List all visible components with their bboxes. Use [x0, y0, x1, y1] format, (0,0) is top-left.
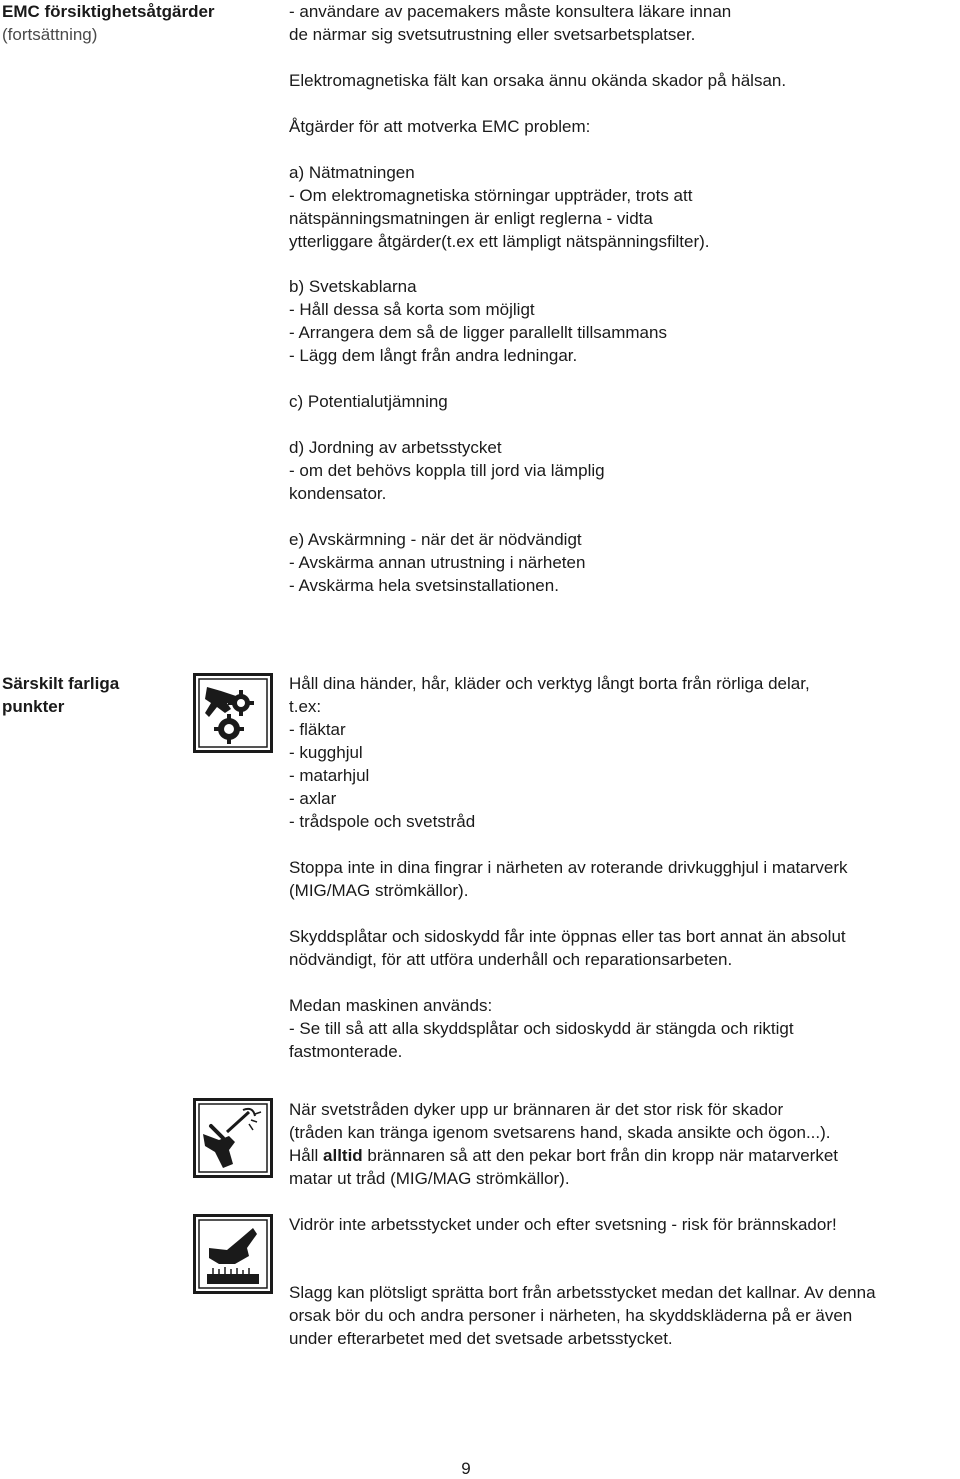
danger-line: Vidrör inte arbetsstycket under och efter svetsning - risk för brännskador!: [289, 1215, 837, 1234]
emc-line: Elektromagnetiska fält kan orsaka ännu okända skador på hälsan.: [289, 71, 787, 90]
danger-line: Medan maskinen används:: [289, 996, 493, 1015]
emc-line: a) Nätmatningen: [289, 163, 415, 182]
danger-line: - Se till så att alla skyddsplåtar och sidoskydd är stängda och riktigt: [289, 1019, 794, 1038]
danger-heading-line1: Särskilt farliga: [2, 674, 120, 693]
emc-line: c) Potentialutjämning: [289, 392, 448, 411]
emc-line: - Avskärma annan utrustning i närheten: [289, 553, 586, 572]
emc-line: - Om elektromagnetiska störningar uppträder, trots att: [289, 186, 693, 205]
danger-line: orsak bör du och andra personer i närheten, ha skyddskläderna på er även: [289, 1306, 853, 1325]
alltid-after: brännaren så att den pekar bort från din kropp när matarverket: [362, 1146, 839, 1165]
danger-line: Skyddsplåtar och sidoskydd får inte öppnas eller tas bort annat än absolut: [289, 927, 846, 946]
emc-line: - Lägg dem långt från andra ledningar.: [289, 346, 578, 365]
danger-line: - matarhjul: [289, 766, 370, 785]
danger-line: Stoppa inte in dina fingrar i närheten av roterande drivkugghjul i matarverk: [289, 858, 848, 877]
danger-line: under efterarbetet med det svetsade arbetsstycket.: [289, 1329, 673, 1348]
emc-heading-title: EMC försiktighetsåtgärder: [2, 2, 215, 21]
hot-workpiece-hand-warning-icon: [193, 1214, 273, 1294]
emc-line: - Avskärma hela svetsinstallationen.: [289, 576, 559, 595]
section-heading-danger: [2, 672, 119, 718]
danger-line-alltid: [289, 1144, 838, 1167]
emc-line: ytterliggare åtgärder(t.ex ett lämpligt nätspänningsfilter).: [289, 232, 710, 251]
emc-line: d) Jordning av arbetsstycket: [289, 438, 502, 457]
emc-line: - Arrangera dem så de ligger parallellt tillsammans: [289, 323, 667, 342]
alltid-before: Håll: [289, 1146, 324, 1165]
danger-line: Håll dina händer, hår, kläder och verktyg långt borta från rörliga delar,: [289, 674, 810, 693]
emc-line: Åtgärder för att motverka EMC problem:: [289, 117, 591, 136]
danger-line: - fläktar: [289, 720, 346, 739]
danger-line: fastmonterade.: [289, 1042, 403, 1061]
danger-line: - trådspole och svetstråd: [289, 812, 476, 831]
emc-line: e) Avskärmning - när det är nödvändigt: [289, 530, 582, 549]
emc-line: de närmar sig svetsutrustning eller svetsarbetsplatser.: [289, 25, 696, 44]
alltid-bold: alltid: [323, 1146, 363, 1165]
danger-line: - kugghjul: [289, 743, 363, 762]
emc-line: - om det behövs koppla till jord via lämplig: [289, 461, 605, 480]
gear-hand-warning-icon: [193, 673, 273, 753]
danger-line: Slagg kan plötsligt sprätta bort från arbetsstycket medan det kallnar. Av denna: [289, 1283, 876, 1302]
danger-line: (tråden kan tränga igenom svetsarens hand, skada ansikte och ögon...).: [289, 1123, 831, 1142]
danger-heading-line2: punkter: [2, 697, 65, 716]
page-number: 9: [461, 1459, 471, 1478]
welding-wire-hand-warning-icon: [193, 1098, 273, 1178]
emc-line: kondensator.: [289, 484, 387, 503]
danger-line: nödvändigt, för att utföra underhåll och reparationsarbeten.: [289, 950, 733, 969]
emc-line: - Håll dessa så korta som möjligt: [289, 300, 535, 319]
section-heading-emc: [2, 0, 215, 46]
danger-line: När svetstråden dyker upp ur brännaren är det stor risk för skador: [289, 1100, 784, 1119]
emc-line: - användare av pacemakers måste konsultera läkare innan: [289, 2, 732, 21]
emc-line: nätspänningsmatningen är enligt reglerna - vidta: [289, 209, 653, 228]
emc-heading-subtitle: (fortsättning): [2, 25, 98, 44]
danger-line: - axlar: [289, 789, 337, 808]
emc-line: b) Svetskablarna: [289, 277, 417, 296]
danger-line: (MIG/MAG strömkällor).: [289, 881, 469, 900]
danger-line: matar ut tråd (MIG/MAG strömkällor).: [289, 1169, 570, 1188]
danger-line: t.ex:: [289, 697, 322, 716]
